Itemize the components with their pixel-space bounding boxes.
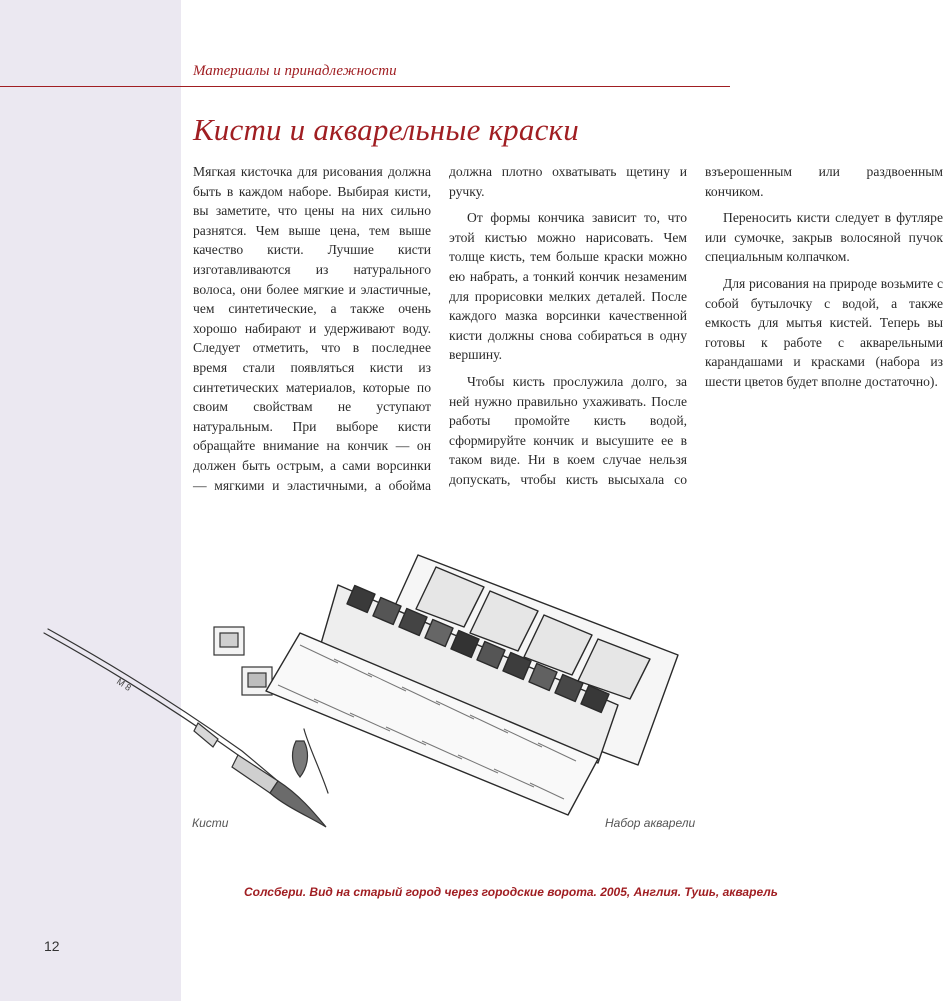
body-text bbox=[193, 162, 943, 502]
paragraph: Чтобы кисть прослужила долго, за ней нужно правильно ухаживать. После работы промойте кисть водой, сформируйте кончик и высушите ее в таком виде. Ни в коем случае нельзя допускать, чтобы кисть высыхала со взъерошенным или раздвоенным кончиком. bbox=[449, 164, 943, 487]
paragraph: Для рисования на природе возьмите с собой бутылочку с водой, а также емкость для мытья кистей. Теперь вы готовы к работе с акварельными карандашами и красками (набора из шести цветов будет вполне достаточно). bbox=[705, 275, 943, 389]
paragraph: Переносить кисти следует в футляре или сумочке, закрыв волосяной пучок специальным колпачком. bbox=[705, 210, 943, 265]
header-rule bbox=[0, 86, 730, 87]
brush-mark-label: M 8 bbox=[114, 676, 133, 693]
caption-paintbox: Набор акварели bbox=[605, 816, 696, 830]
margin-band bbox=[0, 0, 181, 1001]
artwork-credit: Солсбери. Вид на старый город через городские ворота. 2005, Англия. Тушь, акварель bbox=[244, 885, 778, 899]
brushes-and-paintbox-illustration bbox=[38, 515, 718, 845]
page-number: 12 bbox=[44, 938, 60, 954]
caption-brushes: Кисти bbox=[192, 816, 229, 830]
paragraph: Мягкая кисточка для рисования должна быть в каждом наборе. Выбирая кисти, вы заметите, что цены на них сильно разнятся. Чем выше цена, тем выше качество кисти. Лучшие кисти изготавливаются из натурального волоса, они более мягкие и эластичные, чем синтетические, а также очень хорошо набирают и удерживают воду. Следует отметить, что в последнее время стали появляться кисти из синтетических материалов, которые по своим свойствам не уступают натуральным. При выборе кисти обращайте внимание на кончик — он должен быть острым, а сами ворсинки — мягкими и эластичными, а обойма должна плотно охватывать щетину и ручку. bbox=[193, 164, 687, 493]
section-header: Материалы и принадлежности bbox=[193, 63, 397, 79]
page-title: Кисти и акварельные краски bbox=[193, 112, 579, 147]
paintbox-sketch bbox=[266, 555, 678, 815]
paragraph: От формы кончика зависит то, что этой кистью можно нарисовать. Чем толще кисть, тем больше краски можно ею набрать, а тонкий кончик незаменим для прорисовки мелких деталей. После каждого мазка ворсинки качественной кисти должны снова собираться в одну вершину. bbox=[449, 210, 687, 363]
